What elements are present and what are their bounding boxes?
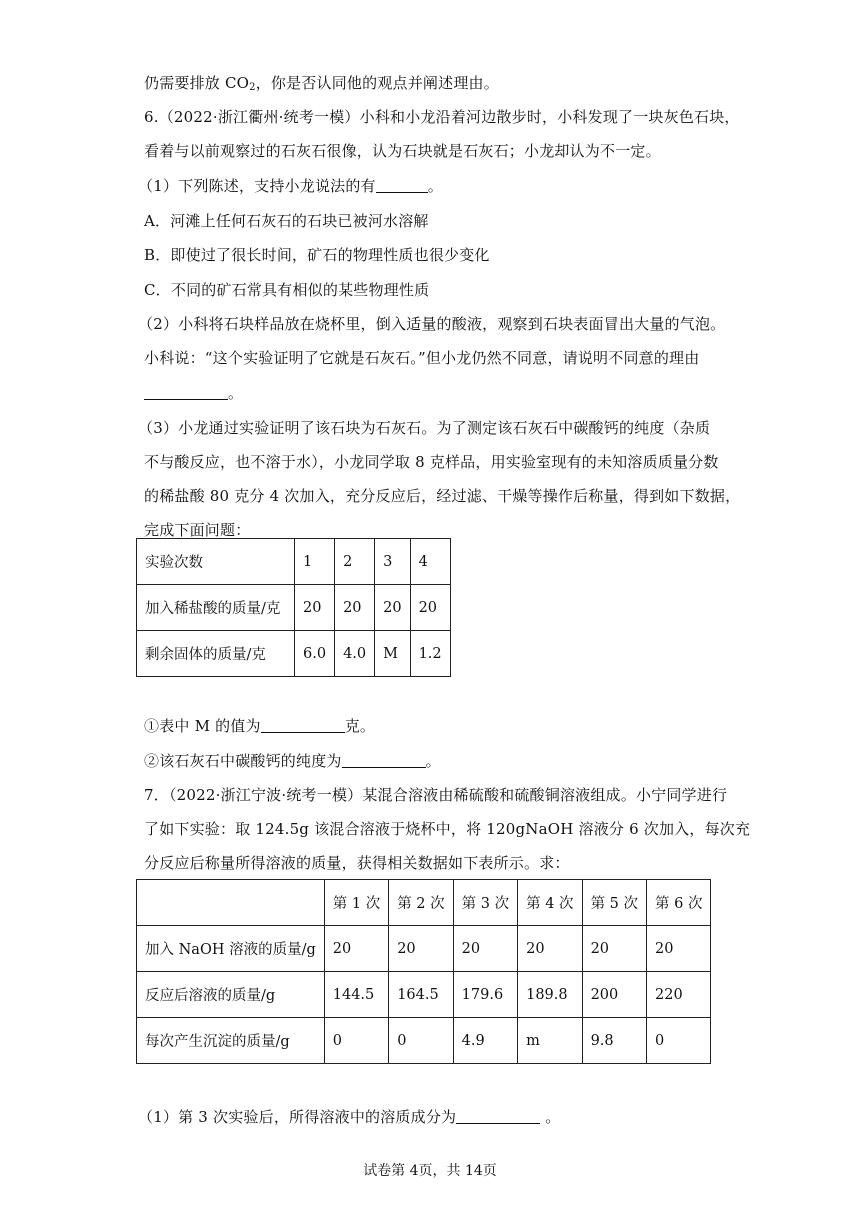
table-cell: 加入稀盐酸的质量/克	[137, 585, 295, 631]
question-6-stem-cont: 看着与以前观察过的石灰石很像，认为石块就是石灰石；小龙却认为不一定。	[144, 142, 661, 160]
sub-question-3-cont: 的稀盐酸 80 克分 4 次加入，充分反应后，经过滤、干燥等操作后称量，得到如下数据，	[144, 487, 741, 505]
table-cell: 0	[324, 1018, 388, 1064]
table-cell: 189.8	[518, 972, 582, 1018]
sub-question-2: （2）小科将石块样品放在烧杯里，倒入适量的酸液，观察到石块表面冒出大量的气泡。	[138, 315, 726, 333]
table-cell: 20	[389, 926, 453, 972]
table-row	[137, 631, 451, 677]
subscript: 2	[249, 82, 256, 93]
table-cell: 4	[410, 539, 450, 585]
table-cell: 9.8	[582, 1018, 646, 1064]
table-cell: 20	[582, 926, 646, 972]
answer-blank	[456, 1109, 540, 1124]
text-segment: （1）下列陈述，支持小龙说法的有	[138, 177, 376, 195]
table-cell: 1	[295, 539, 335, 585]
question-7-stem-cont: 了如下实验：取 124.5g 该混合溶液于烧杯中，将 120gNaOH 溶液分 6 次加入，每次充	[144, 820, 751, 838]
table-cell: 第 3 次	[453, 880, 517, 926]
answer-blank	[144, 385, 228, 400]
answer-blank	[342, 753, 426, 768]
answer-blank	[261, 718, 345, 733]
text-segment: 。	[427, 177, 443, 195]
text-line-1	[144, 73, 499, 93]
table-cell: 0	[389, 1018, 453, 1064]
table-cell: 144.5	[324, 972, 388, 1018]
table-row	[137, 585, 451, 631]
sub-question-3-cont: 完成下面问题：	[144, 521, 251, 539]
table-cell: 164.5	[389, 972, 453, 1018]
sub-question-1	[138, 176, 443, 196]
table-cell: 20	[324, 926, 388, 972]
question-6-stem: 6.（2022·浙江衢州·统考一模）小科和小龙沿着河边散步时，小科发现了一块灰色石块，	[144, 108, 740, 126]
table-row	[137, 1018, 711, 1064]
table-cell: 第 5 次	[582, 880, 646, 926]
table-cell: 20	[410, 585, 450, 631]
table-cell: 2	[335, 539, 375, 585]
text-segment: ①表中 M 的值为	[144, 717, 261, 735]
data-table-2	[136, 879, 711, 1064]
text-segment: 。	[540, 1108, 561, 1126]
table-cell: 第 2 次	[389, 880, 453, 926]
option-c: C．不同的矿石常具有相似的某些物理性质	[144, 281, 430, 299]
option-a: A．河滩上任何石灰石的石块已被河水溶解	[144, 212, 429, 230]
table-cell: 4.0	[335, 631, 375, 677]
table-cell	[137, 880, 325, 926]
table-cell: 每次产生沉淀的质量/g	[137, 1018, 325, 1064]
table-cell: 反应后溶液的质量/g	[137, 972, 325, 1018]
table-cell: 第 6 次	[647, 880, 711, 926]
text-segment: 克。	[344, 717, 376, 735]
sub-question-2-blank-line	[144, 383, 243, 403]
table-cell: 1.2	[410, 631, 450, 677]
text-segment: （1）第 3 次实验后，所得溶液中的溶质成分为	[138, 1108, 457, 1126]
table-cell: 3	[375, 539, 410, 585]
page-footer: 试卷第 4页，共 14页	[363, 1163, 497, 1179]
data-table-1	[136, 538, 451, 677]
table-cell: 4.9	[453, 1018, 517, 1064]
table-row	[137, 880, 711, 926]
text-segment: 。	[228, 384, 244, 402]
text-segment: ，你是否认同他的观点并阐述理由。	[255, 74, 499, 92]
table-cell: 220	[647, 972, 711, 1018]
sub-question-2-cont: 小科说：“这个实验证明了它就是石灰石。”但小龙仍然不同意，请说明不同意的理由	[144, 349, 700, 367]
table-cell: 剩余固体的质量/克	[137, 631, 295, 677]
table-cell: 20	[647, 926, 711, 972]
question-7-sub-1	[138, 1107, 560, 1127]
sub-question-3: （3）小龙通过实验证明了该石块为石灰石。为了测定该石灰石中碳酸钙的纯度（杂质	[138, 419, 711, 437]
table-cell: 179.6	[453, 972, 517, 1018]
question-7-stem: 7．（2022·浙江宁波·统考一模）某混合溶液由稀硫酸和硫酸铜溶液组成。小宁同学进行	[144, 786, 728, 804]
table-cell: 20	[335, 585, 375, 631]
table-cell: 20	[518, 926, 582, 972]
table-cell: 6.0	[295, 631, 335, 677]
table-row	[137, 926, 711, 972]
option-b: B．即使过了很长时间，矿石的物理性质也很少变化	[144, 246, 490, 264]
table-row	[137, 972, 711, 1018]
table-cell: 第 1 次	[324, 880, 388, 926]
table-cell: 加入 NaOH 溶液的质量/g	[137, 926, 325, 972]
sub-question-3-cont: 不与酸反应，也不溶于水），小龙同学取 8 克样品，用实验室现有的未知溶质质量分数	[144, 453, 719, 471]
table-cell: M	[375, 631, 410, 677]
text-segment: ②该石灰石中碳酸钙的纯度为	[144, 752, 342, 770]
table-cell: 第 4 次	[518, 880, 582, 926]
table-row	[137, 539, 451, 585]
question-7-stem-cont: 分反应后称量所得溶液的质量，获得相关数据如下表所示。求：	[144, 854, 570, 872]
table-cell: 200	[582, 972, 646, 1018]
table-cell: 20	[375, 585, 410, 631]
sub-question-3-part-2	[144, 751, 441, 771]
text-segment: 仍需要排放 CO	[144, 74, 250, 92]
answer-blank	[376, 178, 428, 193]
table-cell: 实验次数	[137, 539, 295, 585]
table-cell: 20	[295, 585, 335, 631]
table-cell: 20	[453, 926, 517, 972]
text-segment: 。	[425, 752, 441, 770]
table-cell: 0	[647, 1018, 711, 1064]
table-cell: m	[518, 1018, 582, 1064]
sub-question-3-part-1	[144, 716, 375, 736]
